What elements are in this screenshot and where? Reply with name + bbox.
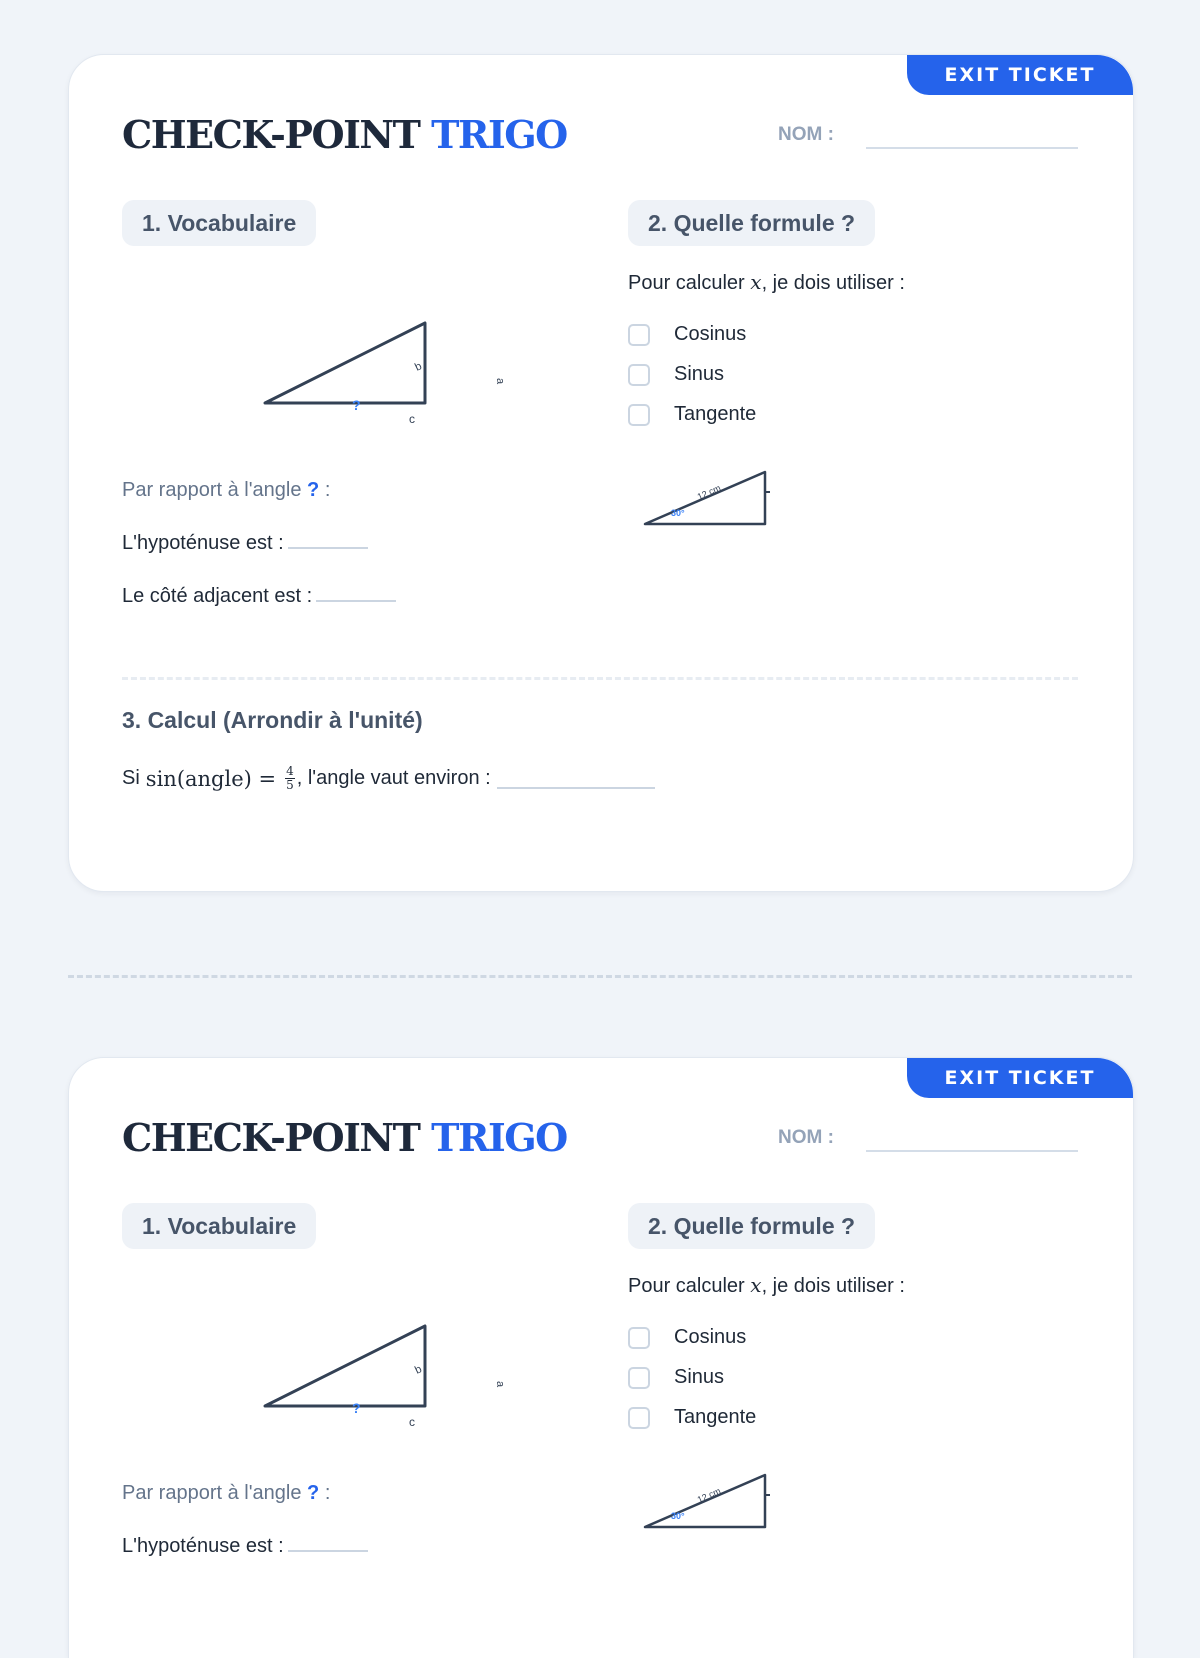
name-field[interactable] — [866, 1150, 1078, 1152]
checkbox[interactable] — [628, 1367, 650, 1389]
formula-triangle-diagram — [637, 460, 787, 530]
section-divider — [122, 677, 1078, 680]
option-tangente[interactable]: Tangente — [628, 1406, 756, 1429]
section-formula-title: 2. Quelle formule ? — [628, 200, 875, 246]
cut-line — [68, 975, 1132, 978]
option-cosinus[interactable]: Cosinus — [628, 1326, 746, 1349]
ticket-title — [122, 1114, 567, 1162]
checkbox[interactable] — [628, 1327, 650, 1349]
section-vocabulary-title: 1. Vocabulaire — [122, 1203, 316, 1249]
exit-ticket-card — [68, 1057, 1134, 1658]
label-hypotenuse: b — [413, 360, 424, 374]
adjacent-question: Le côté adjacent est : — [122, 585, 396, 608]
section-formula-title: 2. Quelle formule ? — [628, 1203, 875, 1249]
name-label: NOM : — [778, 1127, 834, 1148]
option-sinus[interactable]: Sinus — [628, 363, 724, 386]
label-hypotenuse: 12 cm — [695, 1485, 723, 1505]
fraction: $\frac{4}{5}$ — [286, 764, 294, 792]
angle-answer-field[interactable] — [497, 769, 655, 789]
title-accent: TRIGO — [431, 112, 567, 157]
exit-ticket-badge: EXIT TICKET — [907, 55, 1133, 95]
label-opposite-side: a — [494, 1381, 506, 1388]
section-calculation-title: 3. Calcul (Arrondir à l'unité) — [122, 707, 423, 733]
label-angle: 30° — [671, 1511, 685, 1521]
triangle-shape — [265, 1326, 425, 1406]
label-adjacent: c — [409, 412, 415, 426]
adjacent-answer-field[interactable] — [316, 586, 396, 602]
right-triangle-diagram — [257, 1316, 506, 1436]
label-adjacent: c — [409, 1415, 415, 1429]
relative-angle-text: Par rapport à l'angle ? : — [122, 1482, 331, 1504]
formula-prompt: Pour calculer x, je dois utiliser : — [628, 270, 905, 294]
variable-x: x — [750, 270, 762, 294]
label-hypotenuse: b — [413, 1363, 424, 1377]
checkbox[interactable] — [628, 364, 650, 386]
checkbox[interactable] — [628, 324, 650, 346]
checkbox[interactable] — [628, 1407, 650, 1429]
hypotenuse-answer-field[interactable] — [288, 533, 368, 549]
formula-prompt: Pour calculer x, je dois utiliser : — [628, 1273, 905, 1297]
formula-triangle-diagram — [637, 1463, 787, 1533]
name-label: NOM : — [778, 124, 834, 145]
checkbox[interactable] — [628, 404, 650, 426]
right-triangle-diagram — [257, 313, 506, 433]
option-cosinus[interactable]: Cosinus — [628, 323, 746, 346]
variable-x: x — [750, 1273, 762, 1297]
label-angle: ? — [352, 397, 361, 413]
exit-ticket-badge: EXIT TICKET — [907, 1058, 1133, 1098]
triangle-shape — [265, 323, 425, 403]
label-hypotenuse: 12 cm — [695, 482, 723, 502]
name-field[interactable] — [866, 147, 1078, 149]
label-opposite-side: a — [494, 378, 506, 385]
hypotenuse-question: L'hypoténuse est : — [122, 532, 368, 555]
label-angle: 30° — [671, 508, 685, 518]
exit-ticket-card — [68, 54, 1134, 892]
label-angle: ? — [352, 1400, 361, 1416]
calculation-question: Si sin(angle) = $\frac{4}{5}$ , l'angle vaut environ : — [122, 765, 655, 792]
option-sinus[interactable]: Sinus — [628, 1366, 724, 1389]
relative-angle-text: Par rapport à l'angle ? : — [122, 479, 331, 501]
hypotenuse-question: L'hypoténuse est : — [122, 1535, 368, 1558]
ticket-title — [122, 111, 567, 159]
title-main: CHECK-POINT — [122, 1115, 420, 1160]
option-tangente[interactable]: Tangente — [628, 403, 756, 426]
section-vocabulary-title: 1. Vocabulaire — [122, 200, 316, 246]
title-accent: TRIGO — [431, 1115, 567, 1160]
title-main: CHECK-POINT — [122, 112, 420, 157]
hypotenuse-answer-field[interactable] — [288, 1536, 368, 1552]
math-expression: sin(angle) = — [145, 766, 277, 791]
